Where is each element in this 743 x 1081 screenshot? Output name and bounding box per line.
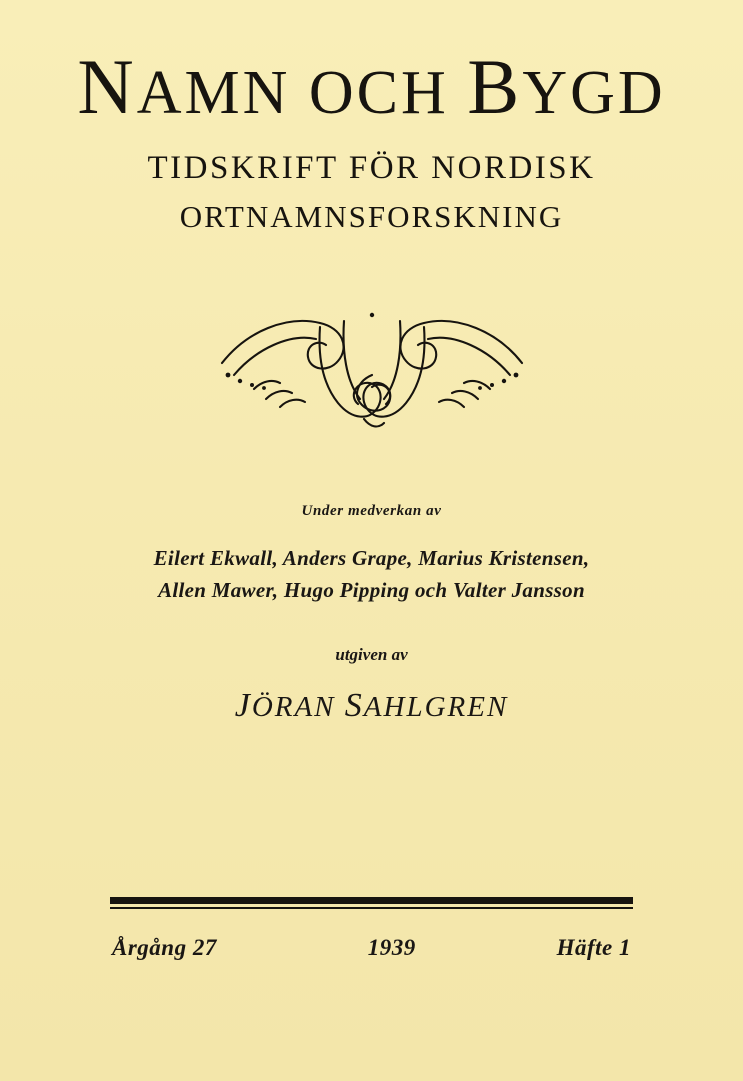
contributor-line: Allen Mawer, Hugo Pipping och Valter Jansson — [158, 578, 585, 603]
contributor-list — [60, 542, 683, 607]
title-och: OCH — [308, 59, 449, 127]
footer — [60, 897, 683, 961]
publisher-lead: utgiven av — [335, 644, 408, 664]
page-title — [60, 43, 683, 130]
ornament-container — [60, 271, 683, 451]
title-initial-n: N — [77, 43, 137, 130]
issue-label: Häfte 1 — [556, 935, 631, 960]
credits — [60, 503, 683, 725]
subtitle-line-2: ORTNAMNSFORSKNING — [179, 198, 564, 234]
publisher-rest-oran: ÖRAN — [251, 690, 336, 723]
year-label: 1939 — [367, 935, 416, 960]
contributor-line: Eilert Ekwall, Anders Grape, Marius Kristensen, — [153, 545, 590, 570]
volume-label: Årgång 27 — [112, 935, 217, 960]
credits-lead: Under medverkan av — [301, 502, 442, 519]
masthead — [60, 0, 683, 235]
title-ygd: YGD — [522, 59, 666, 127]
footer-row — [112, 935, 631, 961]
publisher-initial-s: S — [344, 686, 364, 724]
publisher-initial-j: J — [234, 686, 252, 724]
publisher-name — [60, 687, 683, 725]
title-amn: AMN — [136, 59, 291, 127]
footer-rule-thick — [110, 897, 633, 904]
floral-monogram-ornament — [192, 271, 552, 451]
publisher-rest-ahlgren: AHLGREN — [363, 690, 509, 723]
subtitle-line-1: TIDSKRIFT FÖR NORDISK — [147, 149, 596, 186]
title-initial-b: B — [467, 43, 523, 130]
footer-rule-thin — [110, 907, 633, 909]
